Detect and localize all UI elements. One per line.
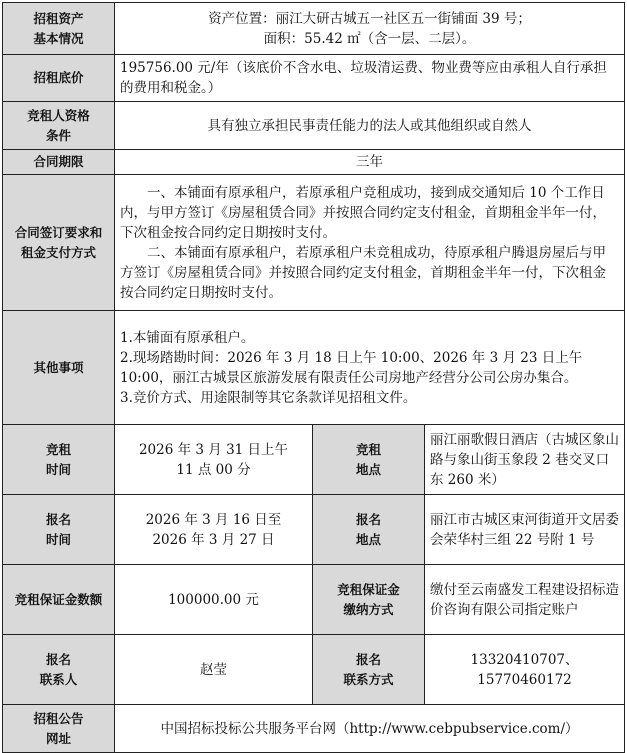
asset-location: 资产位置：丽江大研古城五一社区五一街铺面 39 号； bbox=[208, 10, 531, 27]
label-contract-term: 合同期限 bbox=[3, 150, 115, 175]
label-qualification: 竞租人资格 条件 bbox=[3, 102, 115, 150]
row-website bbox=[3, 705, 625, 753]
contract-clause-2: 二、本铺面有原承租户，若原承租户未竞租成功，待原承租户腾退房屋后与甲方签订《房屋租赁合同》并按照合同约定支付租金，首期租金半年一付，下次租金按合同约定日期按时支付。 bbox=[120, 244, 606, 301]
contact-phone-value: 13320410707、15770460172 bbox=[425, 635, 625, 705]
website-value: 中国招标投标公共服务平台网（http://www.cebpubservice.com/） bbox=[115, 705, 625, 753]
label-website: 招租公告 网址 bbox=[3, 705, 115, 753]
row-registration bbox=[3, 495, 625, 565]
contract-clause-1: 一、本铺面有原承租户，若原承租户竞租成功，接到成交通知后 10 个工作日内，与甲方签订《房屋租赁合同》并按照合同约定支付租金，首期租金半年一付，下次租金按合同约定日期按时支付。 bbox=[120, 184, 606, 241]
row-asset-info bbox=[3, 3, 625, 55]
label-bidding-time: 竞租 时间 bbox=[3, 425, 115, 495]
qualification-value: 具有独立承担民事责任能力的法人或其他组织或自然人 bbox=[115, 102, 625, 150]
label-contract-requirements: 合同签订要求和 租金支付方式 bbox=[3, 175, 115, 311]
row-contract-requirements bbox=[3, 175, 625, 311]
label-other-matters: 其他事项 bbox=[3, 311, 115, 425]
row-bidding bbox=[3, 425, 625, 495]
bidding-time-value: 2026 年 3 月 31 日上午 11 点 00 分 bbox=[115, 425, 313, 495]
contract-requirements-cell bbox=[115, 175, 625, 311]
other-matters-cell bbox=[115, 311, 625, 425]
row-contract-term bbox=[3, 150, 625, 175]
row-base-price bbox=[3, 55, 625, 102]
row-contact bbox=[3, 635, 625, 705]
contact-person-value: 赵莹 bbox=[115, 635, 313, 705]
registration-time-value: 2026 年 3 月 16 日至 2026 年 3 月 27 日 bbox=[115, 495, 313, 565]
other-item-3: 3.竞价方式、用途限制等其它条款详见招租文件。 bbox=[120, 389, 417, 406]
deposit-amount-value: 100000.00 元 bbox=[115, 565, 313, 635]
label-base-price: 招租底价 bbox=[3, 55, 115, 102]
registration-place-value: 丽江市古城区束河街道开文居委会荣华村三组 22 号附 1 号 bbox=[425, 495, 625, 565]
label-contact-person: 报名 联系人 bbox=[3, 635, 115, 705]
row-deposit bbox=[3, 565, 625, 635]
label-deposit-amount: 竞租保证金数额 bbox=[3, 565, 115, 635]
row-qualification bbox=[3, 102, 625, 150]
label-contact-phone: 报名 联系方式 bbox=[313, 635, 425, 705]
label-registration-place: 报名 地点 bbox=[313, 495, 425, 565]
base-price-value: 195756.00 元/年（该底价不含水电、垃圾清运费、物业费等应由承租人自行承担的费用和税金。） bbox=[115, 55, 625, 102]
asset-info-cell bbox=[115, 3, 625, 55]
label-bidding-place: 竞租 地点 bbox=[313, 425, 425, 495]
contract-term-value: 三年 bbox=[115, 150, 625, 175]
bidding-place-value: 丽江丽歌假日酒店（古城区象山路与象山街玉象段 2 巷交叉口东 260 米） bbox=[425, 425, 625, 495]
deposit-method-value: 缴付至云南盛发工程建设招标造价咨询有限公司指定账户 bbox=[425, 565, 625, 635]
rental-notice-table bbox=[2, 2, 625, 753]
label-deposit-method: 竞租保证金 缴纳方式 bbox=[313, 565, 425, 635]
row-other-matters bbox=[3, 311, 625, 425]
other-item-1: 1.本铺面有原承租户。 bbox=[120, 329, 255, 346]
label-registration-time: 报名 时间 bbox=[3, 495, 115, 565]
asset-area: 面积：55.42 ㎡（含一层、二层）。 bbox=[263, 30, 476, 47]
other-item-2: 2.现场踏勘时间：2026 年 3 月 18 日上午 10:00、2026 年 3 月 23 日上午 10:00，丽江古城景区旅游发展有限责任公司房地产经营分公司公房办集合。 bbox=[120, 349, 583, 386]
label-asset-info: 招租资产 基本情况 bbox=[3, 3, 115, 55]
